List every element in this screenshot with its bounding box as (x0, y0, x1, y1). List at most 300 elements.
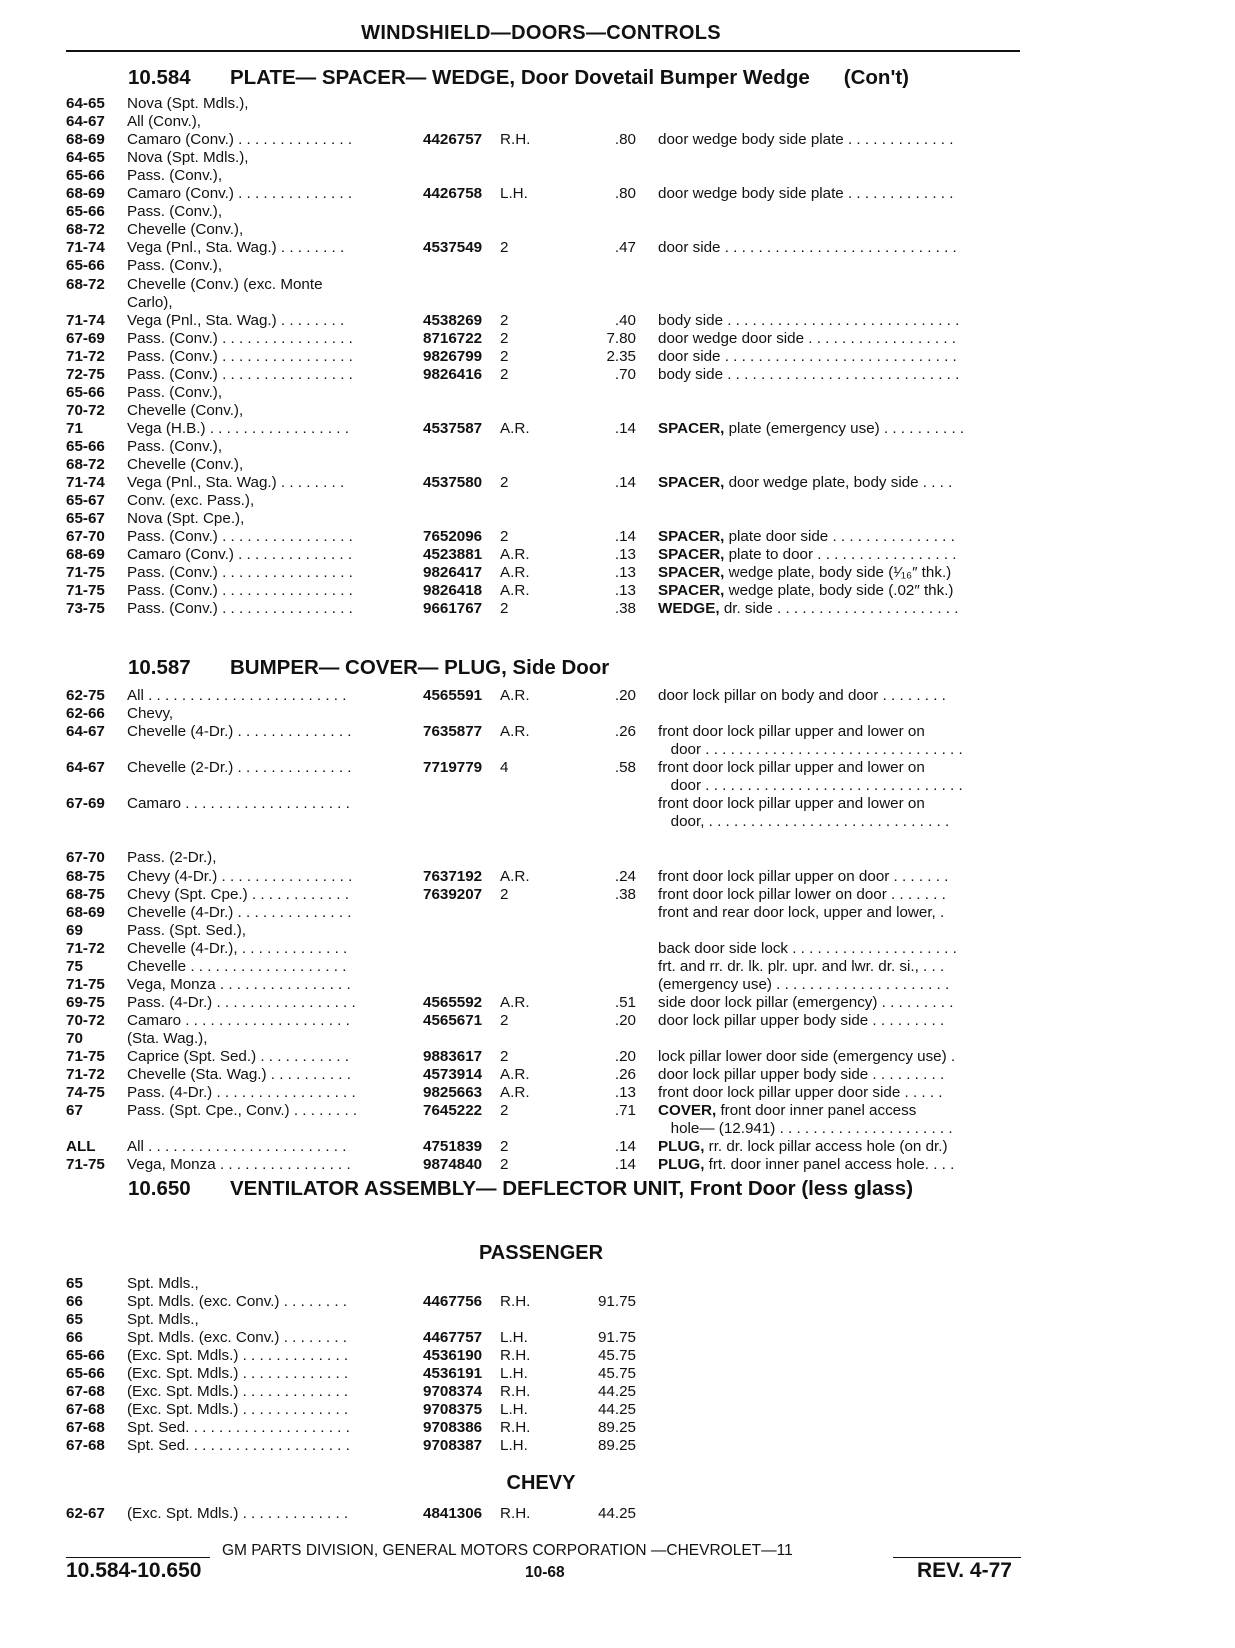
part-description (658, 993, 1030, 1012)
year-range: 67-69 (66, 329, 105, 347)
part-description (658, 599, 1030, 618)
quantity: R.H. (500, 1347, 531, 1365)
part-description (658, 885, 1030, 904)
year-range: 65-66 (66, 1365, 105, 1383)
price: .70 (614, 365, 636, 383)
model-description: Chevelle . . . . . . . . . . . . . . . . . . . (127, 957, 347, 975)
model-description: Spt. Mdls., (127, 1311, 199, 1329)
part-description-text: front door lock pillar upper and lower on (658, 795, 925, 813)
part-description (658, 365, 1030, 384)
model-description: All . . . . . . . . . . . . . . . . . . . . . . . . (127, 687, 347, 704)
part-description-text: side door lock pillar (emergency) . . . . . . . . . (658, 993, 954, 1011)
year-range: 71-74 (66, 474, 105, 492)
subheading-chevy: CHEVY (506, 1472, 576, 1494)
part-label: SPACER, (658, 564, 725, 582)
part-row (0, 1328, 1235, 1347)
part-description-text: door . . . . . . . . . . . . . . . . . . . . . . . . . . . . . . . (658, 777, 963, 795)
year-range: 71-72 (66, 939, 105, 957)
model-description: Pass. (Spt. Cpe., Conv.) . . . . . . . . (127, 1102, 358, 1120)
part-number: 4523881 (423, 546, 483, 564)
part-description-text: plate (emergency use) . . . . . . . . . . (724, 419, 965, 437)
quantity: 4 (500, 759, 509, 777)
model-description: Chevy (Spt. Cpe.) . . . . . . . . . . . . (127, 885, 349, 903)
year-range: 68-72 (66, 221, 105, 239)
model-description: Vega, Monza . . . . . . . . . . . . . . . . (127, 1156, 351, 1174)
part-row (0, 722, 1235, 741)
part-description (658, 347, 1030, 366)
year-range: 70-72 (66, 401, 105, 419)
section-heading-10-587 (128, 656, 609, 680)
year-range: 68-69 (66, 185, 105, 203)
price: 89.25 (597, 1437, 636, 1455)
quantity: 2 (500, 239, 509, 257)
footer-publisher: GM PARTS DIVISION, GENERAL MOTORS CORPORATION —CHEVROLET—11 (222, 1542, 793, 1559)
part-number: 4565592 (423, 993, 483, 1011)
quantity: A.R. (500, 687, 530, 704)
part-row (0, 238, 1235, 257)
year-range: 65-66 (66, 203, 105, 221)
part-description-text: body side . . . . . . . . . . . . . . . . . . . . . . . . . . . . (658, 311, 960, 329)
year-range: 65-66 (66, 1347, 105, 1365)
quantity: A.R. (500, 993, 530, 1011)
year-range: 69 (66, 921, 83, 939)
model-description: Chevelle (2-Dr.) . . . . . . . . . . . . . . (127, 759, 352, 777)
quantity: A.R. (500, 546, 530, 564)
part-row (0, 957, 1235, 976)
part-row (0, 993, 1235, 1012)
price: 44.25 (597, 1383, 636, 1401)
price: .80 (614, 131, 636, 149)
price: .71 (614, 1102, 636, 1120)
quantity: 2 (500, 885, 509, 903)
price: .20 (614, 687, 636, 704)
model-description: Spt. Mdls. (exc. Conv.) . . . . . . . . (127, 1329, 347, 1347)
price: .51 (614, 993, 636, 1011)
part-row (0, 527, 1235, 546)
model-description: (Exc. Spt. Mdls.) . . . . . . . . . . . . . (127, 1383, 349, 1401)
part-description-text: door lock pillar upper body side . . . . . . . . . (658, 1066, 945, 1084)
part-row (0, 112, 1235, 131)
quantity: 2 (500, 600, 509, 618)
part-row (0, 599, 1235, 618)
part-description (658, 1011, 1030, 1030)
quantity: A.R. (500, 419, 530, 437)
year-range: 72-75 (66, 365, 105, 383)
part-description-text: frt. and rr. dr. lk. plr. upr. and lwr. dr. si., . . . (658, 957, 945, 975)
part-row (0, 437, 1235, 456)
year-range: 71-72 (66, 347, 105, 365)
part-description-text: plate door side . . . . . . . . . . . . . . . (724, 528, 955, 546)
part-description (658, 758, 1030, 777)
part-description (658, 812, 1030, 831)
part-description-text: wedge plate, body side (.02″ thk.) (724, 582, 954, 600)
model-description: Chevelle (Conv.), (127, 401, 244, 419)
model-description: Chevelle (4-Dr.) . . . . . . . . . . . . . . (127, 723, 352, 741)
part-row (0, 166, 1235, 185)
price: .80 (614, 185, 636, 203)
price: 89.25 (597, 1419, 636, 1437)
part-row (0, 812, 1235, 831)
part-row (0, 383, 1235, 402)
part-row (0, 563, 1235, 582)
part-description (658, 1101, 1030, 1120)
part-description-text: front door lock pillar upper door side . . . . . (658, 1084, 943, 1102)
part-description (658, 794, 1030, 813)
year-range: 71 (66, 419, 83, 437)
quantity: R.H. (500, 1383, 531, 1401)
part-row (0, 130, 1235, 149)
model-description: Chevelle (Sta. Wag.) . . . . . . . . . . (127, 1066, 351, 1084)
year-range: 67-68 (66, 1419, 105, 1437)
year-range: 65-66 (66, 437, 105, 455)
part-description (658, 903, 1030, 922)
part-row (0, 293, 1235, 312)
part-row (0, 347, 1235, 366)
part-row (0, 1119, 1235, 1138)
part-number: 7635877 (423, 723, 483, 741)
year-range: 65-67 (66, 492, 105, 510)
footer-rule-left (66, 1557, 210, 1558)
part-row (0, 794, 1235, 813)
part-row (0, 581, 1235, 600)
part-description-text: door wedge plate, body side . . . . (724, 474, 953, 492)
model-description: (Exc. Spt. Mdls.) . . . . . . . . . . . . . (127, 1347, 349, 1365)
year-range: 67-68 (66, 1437, 105, 1455)
part-description (658, 1065, 1030, 1084)
part-description-text: rr. dr. lock pillar access hole (on dr.) (704, 1138, 948, 1156)
year-range: 75 (66, 957, 83, 975)
part-number: 9661767 (423, 600, 483, 618)
quantity: 2 (500, 1102, 509, 1120)
year-range: 68-75 (66, 885, 105, 903)
part-label: PLUG, (658, 1138, 705, 1156)
part-row (0, 1346, 1235, 1365)
part-description-text: front and rear door lock, upper and lower, . (658, 903, 945, 921)
part-description-text: door lock pillar on body and door . . . . . . . . (658, 687, 946, 704)
part-description (658, 722, 1030, 741)
part-number: 9708374 (423, 1383, 483, 1401)
price: 44.25 (597, 1401, 636, 1419)
year-range: 65-66 (66, 383, 105, 401)
part-description-text: front door lock pillar upper and lower on (658, 723, 925, 741)
model-description: Carlo), (127, 293, 173, 311)
model-description: Pass. (Conv.) . . . . . . . . . . . . . . . . (127, 582, 353, 600)
part-row (0, 1418, 1235, 1437)
part-row (0, 1047, 1235, 1066)
model-description: Camaro . . . . . . . . . . . . . . . . . . . . (127, 795, 350, 813)
model-description: (Exc. Spt. Mdls.) . . . . . . . . . . . . . (127, 1365, 349, 1383)
part-number: 7639207 (423, 885, 483, 903)
year-range: 62-75 (66, 687, 105, 704)
part-number: 4426758 (423, 185, 483, 203)
part-description-text: door side . . . . . . . . . . . . . . . . . . . . . . . . . . . . (658, 239, 957, 257)
part-row (0, 921, 1235, 940)
year-range: 71-74 (66, 311, 105, 329)
subheading-passenger: PASSENGER (478, 1242, 604, 1264)
price: 45.75 (597, 1347, 636, 1365)
model-description: Pass. (Spt. Sed.), (127, 921, 247, 939)
model-description: Pass. (Conv.), (127, 437, 223, 455)
part-description (658, 311, 1030, 330)
section-number: 10.584 (128, 66, 191, 89)
model-description: Pass. (Conv.) . . . . . . . . . . . . . . . . (127, 329, 353, 347)
part-row (0, 220, 1235, 239)
part-description-text: back door side lock . . . . . . . . . . . . . . . . . . . . (658, 939, 957, 957)
quantity: L.H. (500, 1329, 528, 1347)
section-title: BUMPER— COVER— PLUG, Side Door (230, 656, 610, 679)
price: .14 (614, 474, 636, 492)
price: .47 (614, 239, 636, 257)
part-number: 4537580 (423, 474, 483, 492)
part-label: SPACER, (658, 546, 725, 564)
part-number: 7637192 (423, 867, 483, 885)
price: .26 (614, 1066, 636, 1084)
part-label: PLUG, (658, 1156, 705, 1174)
part-row (0, 401, 1235, 420)
part-description-text: wedge plate, body side (¹⁄₁₆″ thk.) (724, 564, 952, 582)
part-row (0, 1400, 1235, 1419)
price: .13 (614, 582, 636, 600)
part-description (658, 419, 1030, 438)
part-description (658, 975, 1030, 994)
quantity: 2 (500, 347, 509, 365)
year-range: ALL (66, 1138, 96, 1156)
year-range: 65 (66, 1311, 83, 1329)
year-range: 71-74 (66, 239, 105, 257)
section-heading-10-650 (128, 1177, 913, 1201)
model-description: Vega, Monza . . . . . . . . . . . . . . . . (127, 975, 351, 993)
year-range: 67-69 (66, 795, 105, 813)
quantity: L.H. (500, 1365, 528, 1383)
part-number: 7652096 (423, 528, 483, 546)
title-rule (66, 50, 1020, 52)
part-number: 4573914 (423, 1066, 483, 1084)
model-description: Conv. (exc. Pass.), (127, 492, 255, 510)
model-description: Nova (Spt. Cpe.), (127, 510, 245, 528)
part-description-text: (emergency use) . . . . . . . . . . . . . . . . . . . . . (658, 975, 950, 993)
quantity: 2 (500, 528, 509, 546)
footer-revision: REV. 4-77 (917, 1559, 1012, 1582)
model-description: Pass. (Conv.) . . . . . . . . . . . . . . . . (127, 528, 353, 546)
part-number: 4426757 (423, 131, 483, 149)
model-description: Pass. (4-Dr.) . . . . . . . . . . . . . . . . . (127, 993, 356, 1011)
part-description (658, 581, 1030, 600)
year-range: 67-68 (66, 1401, 105, 1419)
quantity: A.R. (500, 723, 530, 741)
year-range: 64-65 (66, 149, 105, 167)
year-range: 71-75 (66, 1156, 105, 1174)
model-description: Camaro (Conv.) . . . . . . . . . . . . . . (127, 185, 353, 203)
year-range: 67 (66, 1102, 83, 1120)
part-row (0, 1292, 1235, 1311)
part-description-text: plate to door . . . . . . . . . . . . . . . . . (724, 546, 957, 564)
price: .38 (614, 600, 636, 618)
price: 7.80 (606, 329, 636, 347)
model-description: All (Conv.), (127, 113, 201, 131)
part-number: 9708387 (423, 1437, 483, 1455)
part-description (658, 1119, 1030, 1138)
part-number: 4565671 (423, 1011, 483, 1029)
price: .24 (614, 867, 636, 885)
part-description (658, 1137, 1030, 1156)
part-description (658, 473, 1030, 492)
part-description (658, 1083, 1030, 1102)
model-description: Vega (Pnl., Sta. Wag.) . . . . . . . . (127, 239, 345, 257)
quantity: R.H. (500, 1293, 531, 1311)
year-range: 73-75 (66, 600, 105, 618)
quantity: 2 (500, 1138, 509, 1156)
part-row (0, 740, 1235, 759)
part-row (0, 1436, 1235, 1455)
part-number: 4565591 (423, 687, 483, 704)
price: 44.25 (597, 1505, 636, 1522)
footer-page-number: 10-68 (525, 1564, 565, 1581)
year-range: 69-75 (66, 993, 105, 1011)
part-description (658, 957, 1030, 976)
year-range: 65-67 (66, 510, 105, 528)
part-description-text: lock pillar lower door side (emergency use) . (658, 1048, 956, 1065)
part-row (0, 509, 1235, 528)
year-range: 64-67 (66, 113, 105, 131)
part-number: 7645222 (423, 1102, 483, 1120)
year-range: 65-66 (66, 167, 105, 185)
model-description: All . . . . . . . . . . . . . . . . . . . . . . . . (127, 1138, 347, 1156)
year-range: 67-70 (66, 849, 105, 867)
part-row (0, 885, 1235, 904)
price: .20 (614, 1011, 636, 1029)
year-range: 70-72 (66, 1011, 105, 1029)
footer-rule-right (893, 1557, 1021, 1558)
price: .20 (614, 1048, 636, 1065)
price: .13 (614, 564, 636, 582)
part-row (0, 1065, 1235, 1084)
part-description (658, 740, 1030, 759)
model-description: Caprice (Spt. Sed.) . . . . . . . . . . . (127, 1048, 349, 1065)
quantity: A.R. (500, 867, 530, 885)
model-description: Nova (Spt. Mdls.), (127, 95, 249, 112)
model-description: Chevelle (4-Dr.), . . . . . . . . . . . . . (127, 939, 348, 957)
model-description: Pass. (Conv.) . . . . . . . . . . . . . . . . (127, 564, 353, 582)
part-description-text: body side . . . . . . . . . . . . . . . . . . . . . . . . . . . . (658, 365, 960, 383)
year-range: 64-65 (66, 95, 105, 112)
part-description (658, 686, 1030, 705)
quantity: A.R. (500, 564, 530, 582)
part-number: 9874840 (423, 1156, 483, 1174)
part-description-text: front door lock pillar lower on door . . . . . . . (658, 885, 946, 903)
part-description-text: hole— (12.941) . . . . . . . . . . . . . . . . . . . . . (658, 1120, 953, 1138)
part-description-text: door wedge body side plate . . . . . . . . . . . . . (658, 185, 954, 203)
year-range: 62-66 (66, 705, 105, 723)
quantity: 2 (500, 329, 509, 347)
year-range: 68-69 (66, 131, 105, 149)
model-description: Chevy, (127, 705, 174, 723)
model-description: Camaro . . . . . . . . . . . . . . . . . . . . (127, 1011, 350, 1029)
model-description: Chevelle (4-Dr.) . . . . . . . . . . . . . . (127, 903, 352, 921)
model-description: Chevelle (Conv.) (exc. Monte (127, 275, 323, 293)
model-description: Camaro (Conv.) . . . . . . . . . . . . . . (127, 131, 353, 149)
part-number: 4538269 (423, 311, 483, 329)
part-row (0, 848, 1235, 867)
part-description-text: door side . . . . . . . . . . . . . . . . . . . . . . . . . . . . (658, 347, 957, 365)
part-row (0, 776, 1235, 795)
quantity: 2 (500, 1011, 509, 1029)
part-description-text: door wedge body side plate . . . . . . . . . . . . . (658, 131, 954, 149)
part-description (658, 184, 1030, 203)
part-row (0, 1029, 1235, 1048)
year-range: 68-69 (66, 546, 105, 564)
part-number: 4467756 (423, 1293, 483, 1311)
year-range: 68-75 (66, 867, 105, 885)
model-description: Pass. (Conv.) . . . . . . . . . . . . . . . . (127, 365, 353, 383)
part-number: 9708375 (423, 1401, 483, 1419)
section-title: PLATE— SPACER— WEDGE, Door Dovetail Bumper Wedge (230, 66, 810, 89)
part-description (658, 130, 1030, 149)
part-row (0, 1364, 1235, 1383)
part-description-text: front door inner panel access (716, 1102, 917, 1120)
model-description: Nova (Spt. Mdls.), (127, 149, 249, 167)
part-description (658, 329, 1030, 348)
part-row (0, 184, 1235, 203)
part-row (0, 1310, 1235, 1329)
part-row (0, 686, 1235, 705)
year-range: 68-72 (66, 456, 105, 473)
part-row (0, 148, 1235, 167)
part-row (0, 830, 1235, 849)
part-row (0, 329, 1235, 348)
part-row (0, 975, 1235, 994)
quantity: A.R. (500, 582, 530, 600)
part-label: COVER, (658, 1102, 717, 1120)
part-label: SPACER, (658, 419, 725, 437)
part-description-text: door lock pillar upper body side . . . . . . . . . (658, 1011, 945, 1029)
model-description: Spt. Sed. . . . . . . . . . . . . . . . . . . . (127, 1437, 350, 1455)
year-range: 65 (66, 1275, 83, 1292)
quantity: A.R. (500, 1066, 530, 1084)
model-description: (Sta. Wag.), (127, 1029, 208, 1047)
year-range: 71-75 (66, 1048, 105, 1065)
year-range: 71-75 (66, 582, 105, 600)
part-row (0, 1011, 1235, 1030)
part-row (0, 704, 1235, 723)
part-row (0, 1101, 1235, 1120)
price: .14 (614, 1138, 636, 1156)
part-description (658, 563, 1030, 582)
part-number: 9826417 (423, 564, 483, 582)
price: .13 (614, 1084, 636, 1102)
part-description-text: front door lock pillar upper on door . . . . . . . (658, 867, 949, 885)
model-description: Spt. Sed. . . . . . . . . . . . . . . . . . . . (127, 1419, 350, 1437)
part-row (0, 758, 1235, 777)
page-title: WINDSHIELD—DOORS—CONTROLS (361, 22, 721, 44)
part-row (0, 455, 1235, 474)
part-description (658, 238, 1030, 257)
section-heading-10-584 (128, 66, 909, 90)
year-range: 65-66 (66, 257, 105, 275)
year-range: 68-69 (66, 903, 105, 921)
model-description: Pass. (Conv.) . . . . . . . . . . . . . . . . (127, 600, 353, 618)
year-range: 71-75 (66, 564, 105, 582)
model-description: Pass. (4-Dr.) . . . . . . . . . . . . . . . . . (127, 1084, 356, 1102)
quantity: 2 (500, 311, 509, 329)
price: .14 (614, 528, 636, 546)
model-description: Vega (Pnl., Sta. Wag.) . . . . . . . . (127, 474, 345, 492)
year-range: 68-72 (66, 275, 105, 293)
year-range: 64-67 (66, 723, 105, 741)
part-row (0, 545, 1235, 564)
model-description: Pass. (2-Dr.), (127, 849, 217, 867)
part-description-text: door wedge door side . . . . . . . . . . . . . . . . . . (658, 329, 956, 347)
model-description: Pass. (Conv.), (127, 383, 223, 401)
